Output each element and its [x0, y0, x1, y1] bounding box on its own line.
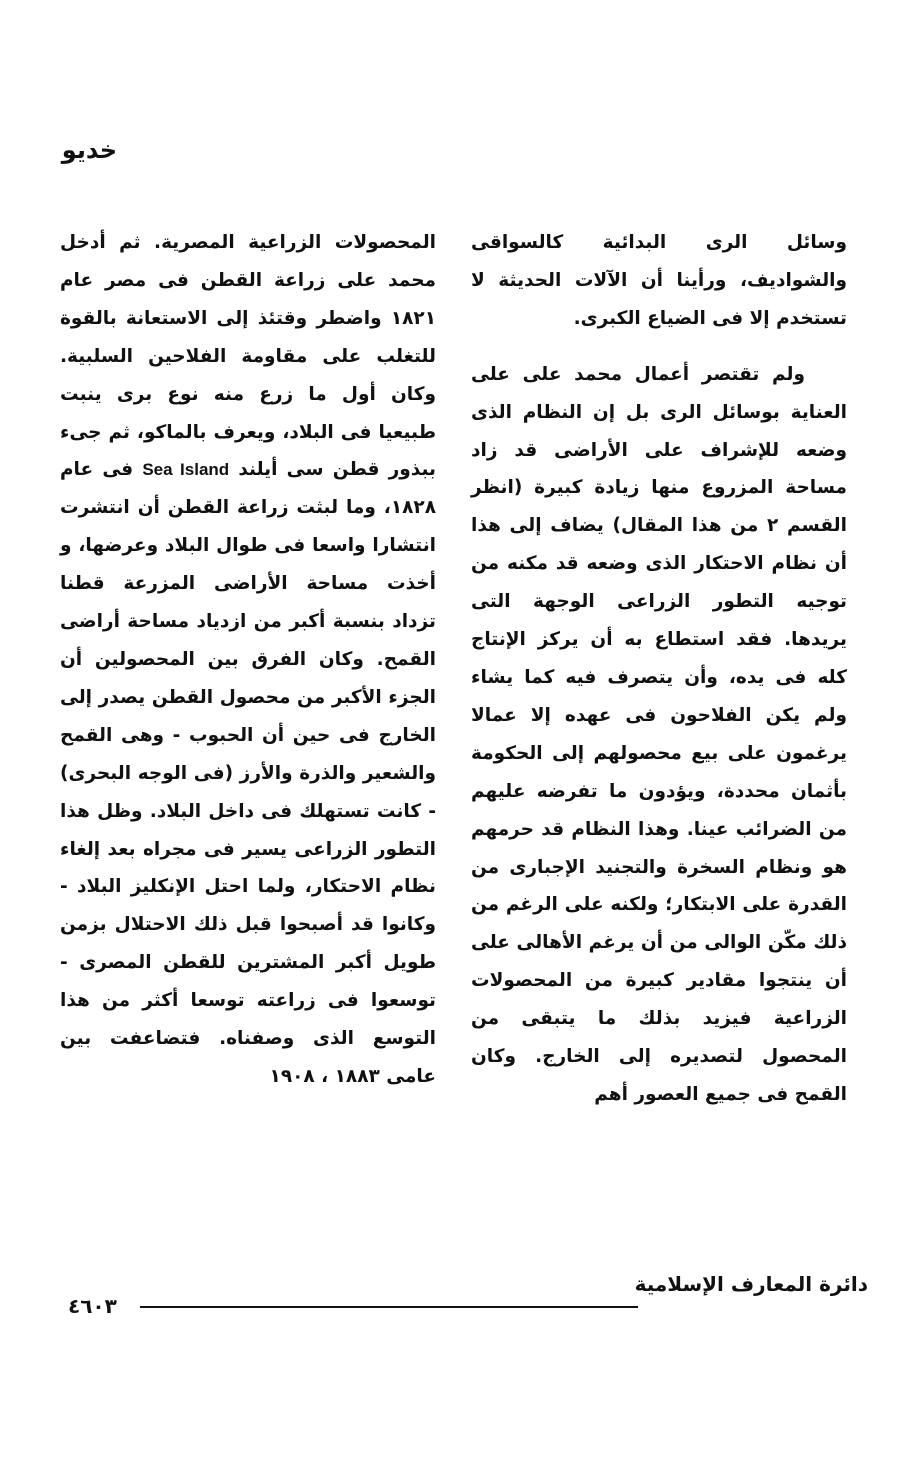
- left-column: [60, 224, 436, 1096]
- page-footer: [68, 1272, 868, 1332]
- footer-rule: [140, 1306, 638, 1308]
- latin-term: Sea Island: [142, 460, 230, 480]
- page-number: ٤٦٠٣: [68, 1294, 117, 1318]
- right-column-paragraph-1: وسائل الرى البدائية كالسواقى والشواديف، ورأينا أن الآلات الحديثة لا تستخدم إلا فى الضياع الكبرى.: [471, 232, 847, 329]
- publication-title: دائرة المعارف الإسلامية: [634, 1272, 868, 1296]
- right-column-paragraph-2: ولم تقتصر أعمال محمد على على العناية بوسائل الرى بل إن النظام الذى وضعه للإشراف على الأراضى قد زاد مساحة المزروع منها زيادة كبيرة (انظر القسم ٢ من هذا المقال) يضاف إلى هذا أن نظام الاحتكار الذى وضعه قد مكنه من توجيه التطور الزراعى الوجهة التى يريدها. فقد استطاع به أن يركز الإنتاج كله فى يده، وأن يتصرف فيه كما يشاء ولم يكن الفلاحون فى عهده إلا عمالا يرغمون على بيع محصولهم إلى الحكومة بأثمان محددة، ويؤدون ما تفرضه عليهم من الضرائب عينا. وهذا النظام قد حرمهم هو ونظام السخرة والتجنيد الإجبارى من القدرة على الابتكار؛ ولكنه على الرغم من ذلك مكّن الوالى من أن يرغم الأهالى على أن ينتجوا مقادير كبيرة من المحصولات الزراعية فيزيد بذلك ما يتبقى من المحصول لتصديره إلى الخارج. وكان القمح فى جميع العصور أهم: [471, 363, 847, 1105]
- right-column: [471, 224, 847, 1114]
- left-column-text-after-term: فى عام ١٨٢٨، وما لبثت زراعة القطن أن انتشرت انتشارا واسعا فى طوال البلاد وعرضها، و أخذت مساحة الأراضى المزرعة قطنا تزداد بنسبة أكبر من ازدياد مساحة أراضى القمح. وكان الفرق بين المحصولين أن الجزء الأكبر من محصول القطن يصدر إلى الخارج فى حين أن الحبوب - وهى القمح والشعير والذرة والأرز (فى الوجه البحرى) - كانت تستهلك فى داخل البلاد. وظل هذا التطور الزراعى يسير فى مجراه بعد إلغاء نظام الاحتكار، ولما احتل الإنكليز البلاد - وكانوا قد أصبحوا قبل ذلك الاحتلال بزمن طويل أكبر المشترين للقطن المصرى - توسعوا فى زراعته توسعا أكثر من هذا التوسع الذى وصفناه. فتضاعفت بين عامى ١٨٨٣ ، ١٩٠٨: [60, 459, 436, 1087]
- left-column-paragraph: [60, 224, 436, 1096]
- page-header: [62, 138, 117, 162]
- running-title: خديو: [61, 136, 117, 164]
- left-column-text-before-term: المحصولات الزراعية المصرية. ثم أدخل محمد على زراعة القطن فى مصر عام ١٨٢١ واضطر وقتئذ إلى الاستعانة بالقوة للتغلب على مقاومة الفلاحين السلبية. وكان أول ما زرع منه نوع برى ينبت طبيعيا فى البلاد، ويعرف بالماكو، ثم جىء ببذور قطن سى أيلند: [60, 232, 436, 481]
